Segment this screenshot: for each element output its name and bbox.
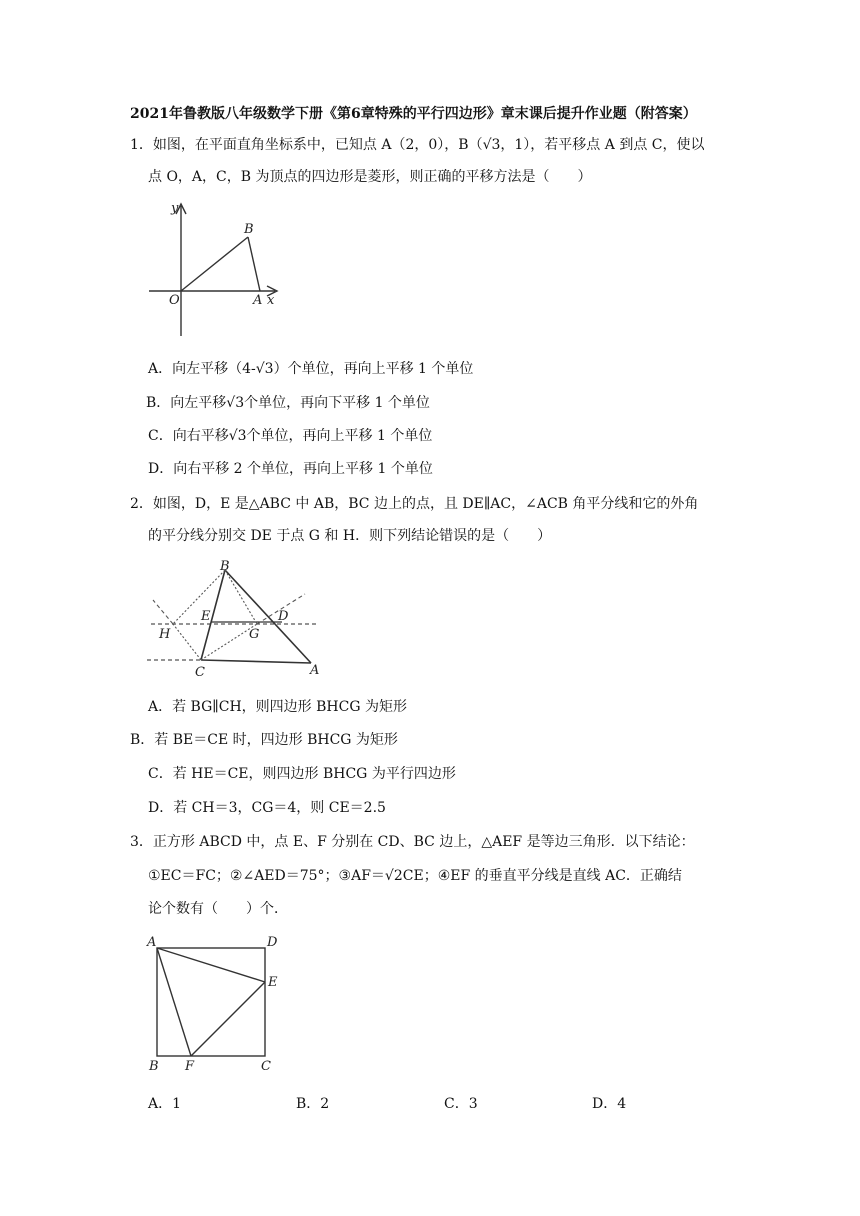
q2-label-h: H	[159, 627, 171, 642]
q2-stem-line2: 的平分线分别交 DE 于点 G 和 H．则下列结论错误的是（ ）	[148, 528, 552, 544]
q2-label-a: A	[310, 663, 320, 678]
q3-stem-line3: 论个数有（ ）个．	[148, 901, 288, 917]
q3-option-a: A．1	[148, 1096, 182, 1112]
q1-option-a: A．向左平移（4-√3）个单位，再向上平移 1 个单位	[148, 361, 474, 377]
q3-option-b: B．2	[296, 1096, 330, 1112]
q3-label-f: F	[185, 1059, 195, 1074]
q2-label-e: E	[201, 609, 211, 624]
q2-label-c: C	[195, 665, 205, 680]
q2-label-b: B	[220, 559, 230, 574]
q3-option-d: D．4	[592, 1096, 627, 1112]
q3-label-a: A	[147, 935, 157, 950]
q1-label-o: O	[169, 293, 180, 308]
q3-label-c: C	[261, 1059, 271, 1074]
q1-label-y: y	[171, 201, 179, 216]
q2-label-g: G	[249, 627, 260, 642]
q2-triangle-figure	[145, 558, 325, 684]
q3-label-d: D	[267, 935, 278, 950]
q1-label-x: x	[267, 293, 275, 308]
q2-option-a: A．若 BG∥CH，则四边形 BHCG 为矩形	[148, 699, 407, 715]
q3-stem-line1: 3．正方形 ABCD 中，点 E、F 分别在 CD、BC 边上，△AEF 是等边三角形．以下结论：	[130, 834, 695, 850]
q1-label-b: B	[244, 222, 254, 237]
q2-label-d: D	[278, 609, 289, 624]
q3-label-e: E	[268, 975, 278, 990]
q2-option-d: D．若 CH＝3，CG＝4，则 CE＝2.5	[148, 800, 386, 816]
q3-option-c: C．3	[444, 1096, 478, 1112]
document-title: 2021年鲁教版八年级数学下册《第6章特殊的平行四边形》章末课后提升作业题（附答案）	[130, 106, 697, 122]
q1-coordinate-figure	[145, 198, 285, 340]
q1-stem-line1: 1．如图，在平面直角坐标系中，已知点 A（2，0），B（√3，1），若平移点 A 到点 C，使以	[130, 137, 705, 153]
q1-option-d: D．向右平移 2 个单位，再向上平移 1 个单位	[148, 461, 433, 477]
q3-stem-line2: ①EC＝FC；②∠AED＝75°；③AF＝√2CE；④EF 的垂直平分线是直线 AC．正确结	[148, 868, 682, 884]
q1-label-a: A	[253, 293, 263, 308]
q1-stem-line2: 点 O，A，C，B 为顶点的四边形是菱形，则正确的平移方法是（ ）	[148, 169, 592, 185]
q2-option-c: C．若 HE＝CE，则四边形 BHCG 为平行四边形	[148, 766, 456, 782]
q1-option-c: C．向右平移√3个单位，再向上平移 1 个单位	[148, 428, 433, 444]
q2-stem-line1: 2．如图，D，E 是△ABC 中 AB，BC 边上的点，且 DE∥AC，∠ACB 角平分线和它的外角	[130, 496, 699, 512]
q1-option-b: B．向左平移√3个单位，再向下平移 1 个单位	[146, 395, 430, 411]
q2-option-b: B．若 BE＝CE 时，四边形 BHCG 为矩形	[130, 732, 398, 748]
q3-square-figure	[145, 928, 290, 1076]
q3-label-b: B	[149, 1059, 159, 1074]
